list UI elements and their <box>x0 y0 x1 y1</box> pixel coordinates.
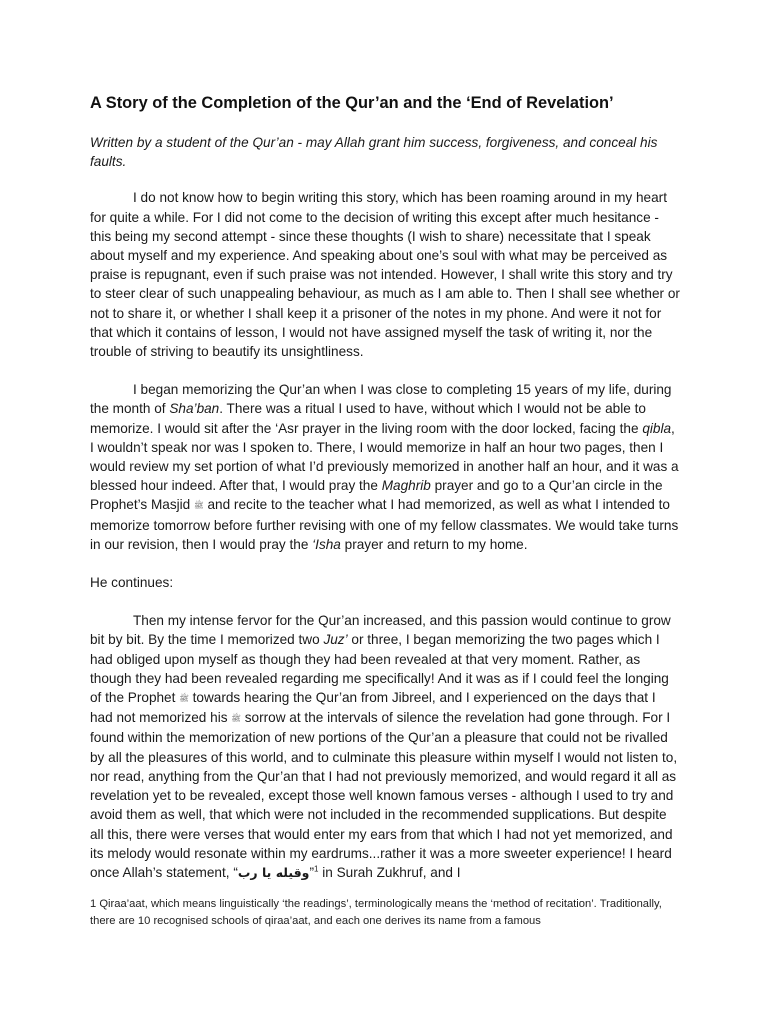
text-run: sorrow at the intervals of silence the revelation had gone through. For I found within the memorization of new portions of the Qur’an a pleasure that could not be rivalled by all the pleasures of this world, and to culminate this pleasure within myself I would not listen to, nor read, anything from the Qur’an that I had not previously memorized, and would regard it all as revelation yet to be revealed, except those well known famous verses - although I used to try and avoid them as well, that which were not included in the recommended supplications. But despite all this, there were verses that would enter my ears from that which I had not yet memorized, and its melody would resonate within my eardrums...rather it was a more sweeter experience! I heard once Allah’s statement, “ <box>90 710 678 880</box>
paragraph-fervor <box>90 611 682 882</box>
footnote-1: 1 Qiraa’aat, which means linguistically ‘the readings’, terminologically means the ‘method of recitation’. Traditionally, there are 10 recognised schools of qiraa’aat, and each one derives its name from a famous <box>90 898 662 927</box>
text-run: I began memorizing the Qur’an when I was close to completing 15 years of my life, during the month of <box>90 382 672 417</box>
term-isha: ‘Isha <box>312 536 341 552</box>
salawat-glyph: ﷺ <box>194 501 204 511</box>
paragraph-memorization-ritual <box>90 380 682 554</box>
text-run: or three, I began memorizing the two pages which I had obliged upon myself as though they had been revealed at that very moment. Rather, as though they had been revealed regarding me specifically! And it was as if I could feel the longing of the Prophet <box>90 632 669 706</box>
term-juz: Juz’ <box>323 632 348 648</box>
text-run: ” <box>309 864 314 880</box>
text-run: and recite to the teacher what I had memorized, as well as what I intended to memorize tomorrow before further revising with one of my fellow classmates. We would take turns in our revision, then I would pray the <box>90 497 679 552</box>
page-title: A Story of the Completion of the Qur’an and the ‘End of Revelation’ <box>90 94 614 112</box>
text-run: towards hearing the Qur’an from Jibreel, and I experienced on the days that I had not memorized his <box>90 690 656 726</box>
term-maghrib: Maghrib <box>381 478 431 494</box>
text-run: , I wouldn’t speak nor was I spoken to. There, I would memorize in half an hour two pages, then I would review my set portion of what I’d previously memorized in another half an hour, and it was a blessed hour indeed. After that, I would pray the <box>90 420 679 494</box>
arabic-verse: وقيله يا رب <box>237 864 310 880</box>
term-shaban: Sha’ban <box>169 401 220 417</box>
text-run: prayer and return to my home. <box>340 536 528 552</box>
text-run: Then my intense fervor for the Qur’an increased, and this passion would continue to grow bit by bit. By the time I memorized two <box>90 613 671 648</box>
footnote-ref[interactable]: 1 <box>313 864 319 874</box>
salawat-glyph: ﷺ <box>231 714 241 724</box>
text-run: . There was a ritual I used to have, without which I would not be able to memorize. I would sit after the ‘Asr prayer in the living room with the door locked, facing the <box>90 401 646 436</box>
he-continues-line: He continues: <box>90 575 174 591</box>
author-byline: Written by a student of the Qur’an - may Allah grant him success, forgiveness, and conceal his faults. <box>90 135 658 170</box>
term-qibla: qibla <box>642 420 672 436</box>
paragraph-intro: I do not know how to begin writing this story, which has been roaming around in my heart for quite a while. For I did not come to the decision of writing this except after much hesitance - this being my second attempt - since these thoughts (I wish to share) necessitate that I speak about myself and my experience. And speaking about one’s soul with what may be perceived as praise is repugnant, even if such praise was not intended. However, I shall write this story and try to steer clear of such unappealing behaviour, as much as I am able to. Then I shall see whether or not to share it, or whether I shall keep it a prisoner of the notes in my phone. And were it not for that which it contains of lesson, I would not have assigned myself the task of writing it, nor the trouble of striving to beautify its unsightliness. <box>90 190 680 360</box>
text-run: in Surah Zukhruf, and I <box>318 864 461 880</box>
salawat-glyph: ﷺ <box>179 694 189 704</box>
text-run: prayer and go to a Qur’an circle in the Prophet’s Masjid <box>90 478 663 513</box>
